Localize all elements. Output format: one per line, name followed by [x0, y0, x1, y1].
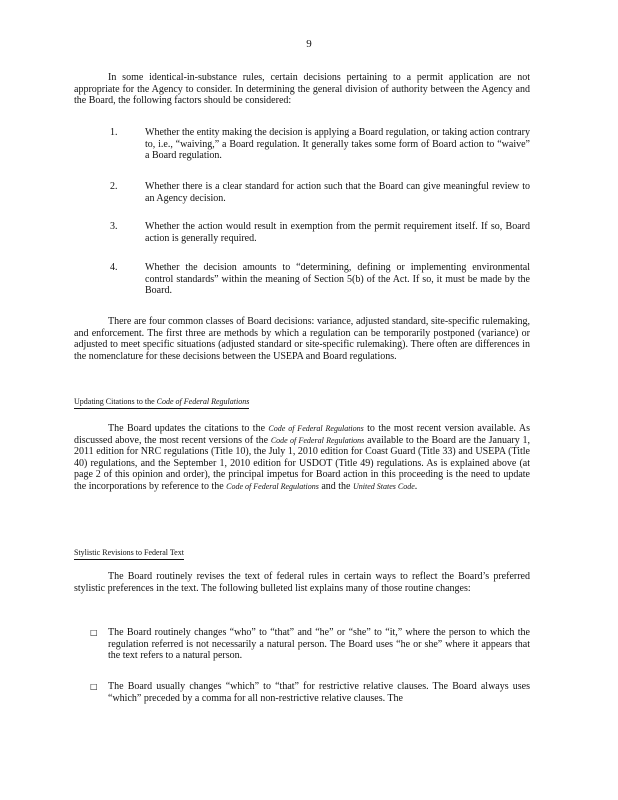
section-heading-updating-citations [74, 397, 249, 409]
factor-number: 3. [110, 221, 118, 232]
factor-item-2 [110, 181, 530, 204]
decision-classes-paragraph [74, 316, 530, 362]
factor-number: 2. [110, 181, 118, 192]
cfr-citation: Code of Federal Regulations [268, 424, 364, 433]
factor-item-1 [110, 127, 530, 162]
bullet-mark: □ [90, 682, 98, 691]
usc-citation: United States Code [352, 481, 415, 491]
factor-text: Whether the decision amounts to “determining, defining or implementing environmental control standards” within the meaning of Section 5(b) of the Act. If so, it must be made by the Board. [145, 262, 530, 297]
updating-citations-paragraph [74, 423, 530, 493]
updating-text: to the most recent version available. As discussed above, the most recent versions of the [74, 423, 530, 446]
heading-italic-text: Code of Federal Regulations [156, 397, 250, 406]
updating-text: and the [318, 480, 353, 492]
updating-text: The Board updates the citations to the [108, 423, 269, 434]
factor-number: 1. [110, 127, 118, 138]
bullet-item-2 [90, 681, 530, 704]
decision-classes-text: There are four common classes of Board decisions: variance, adjusted standard, site-specific rulemaking, and enforcement. The first three are methods by which a regulation can be temporarily postponed (variance) or adjusted to meet specific situations (adjusted standard or site-specific rulemaking). There often are differences in the nomenclature for these decisions between the USEPA and Board regulations. [74, 316, 530, 362]
factor-number: 4. [110, 262, 118, 273]
page-number: 9 [306, 38, 312, 50]
updating-text: available to the Board are the January 1, 2011 edition for NRC regulations (Title 10), the July 1, 2010 edition for Coast Guard (Title 33) and USEPA (Title 40) regulations, and the September 1, 2010 edition for USDOT (Title 49) regulations. As is explained above (at page 2 of this opinion and order), the principal impetus for Board action in this proceeding is the need to update the incorporations by reference to the [74, 434, 530, 492]
factor-item-4 [110, 262, 530, 297]
heading-text: Updating Citations to the [74, 397, 157, 406]
updating-text: . [414, 480, 418, 492]
cfr-citation: Code of Federal Regulations [226, 481, 319, 491]
stylistic-revisions-paragraph [74, 571, 530, 594]
intro-paragraph-text: In some identical-in-substance rules, certain decisions pertaining to a permit application are not appropriate for the Agency to consider. In determining the general division of authority between the Agency and the Board, the following factors should be considered: [74, 72, 530, 107]
intro-paragraph [74, 72, 530, 107]
bullet-text: The Board usually changes “which” to “that” for restrictive relative clauses. The Board always uses “which” preceded by a comma for all non-restrictive relative clauses. The [108, 681, 530, 704]
bullet-item-1 [90, 627, 530, 662]
stylistic-revisions-text: The Board routinely revises the text of federal rules in certain ways to reflect the Board’s preferred stylistic preferences in the text. The following bulleted list explains many of those routine changes: [74, 571, 530, 594]
factor-text: Whether the action would result in exemption from the permit requirement itself. If so, Board action is generally required. [145, 221, 530, 244]
cfr-citation: Code of Federal Regulations [270, 435, 365, 445]
factor-text: Whether the entity making the decision is applying a Board regulation, or taking action contrary to, i.e., “waiving,” a Board regulation. It generally takes some form of Board action to “waive” a Board regulation. [145, 127, 530, 162]
factor-item-3 [110, 221, 530, 244]
bullet-mark: □ [90, 628, 98, 637]
bullet-text: The Board routinely changes “who” to “that” and “he” or “she” to “it,” where the person to which the regulation referred is not necessarily a natural person. The Board uses “he or she” where it appears that the text refers to a natural person. [108, 627, 530, 662]
factor-text: Whether there is a clear standard for action such that the Board can give meaningful review to an Agency decision. [145, 181, 530, 204]
section-heading-stylistic-revisions: Stylistic Revisions to Federal Text [74, 548, 184, 560]
